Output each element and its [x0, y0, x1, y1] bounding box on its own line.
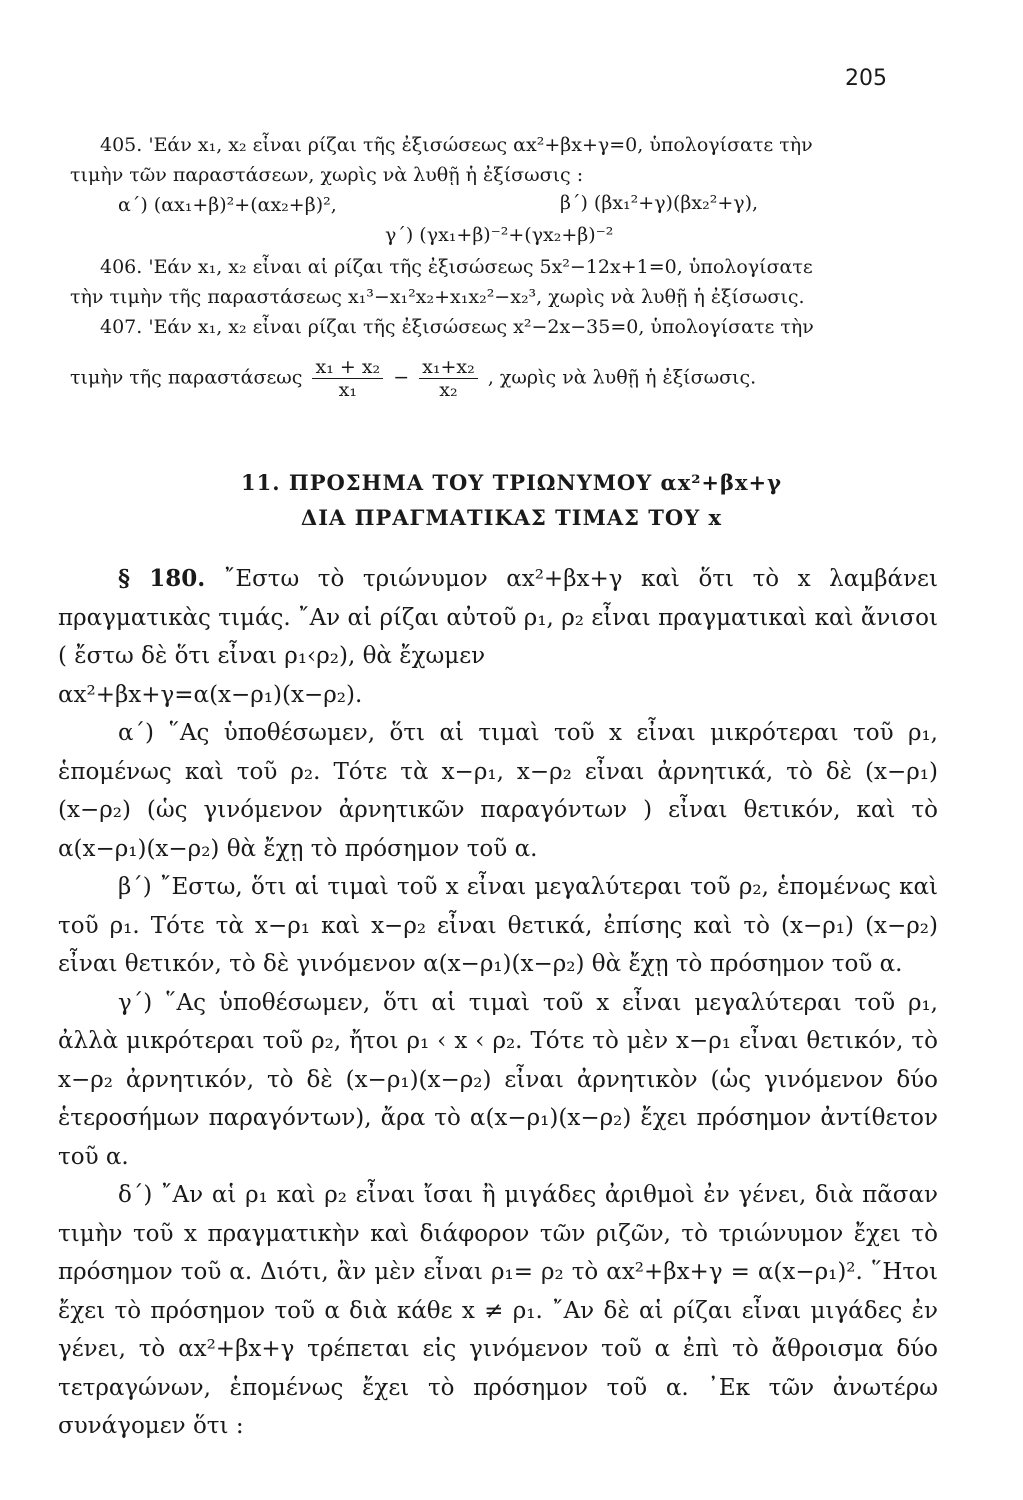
paragraph-case-a: α΄) ῞Ας ὑποθέσωμεν, ὅτι αἱ τιμαὶ τοῦ x εἶναι μικρότεραι τοῦ ρ₁, ἑπομένως καὶ τοῦ ρ₂. Τότε τὰ x−ρ₁, x−ρ₂ εἶναι ἀρνητικά, τὸ δὲ (x−ρ₁)(x−ρ₂) (ὡς γινόμενον ἀρνητικῶν παραγόντων ) εἶναι θετικόν, καὶ τὸ α(x−ρ₁)(x−ρ₂) θὰ ἔχῃ τὸ πρόσημον τοῦ α. — [58, 720, 938, 862]
exercise-405-part-b: β΄) (βx₁²+γ)(βx₂²+γ), — [560, 192, 759, 214]
exercise-405-part-c: γ΄) (γx₁+β)⁻²+(γx₂+β)⁻² — [385, 224, 614, 246]
paragraph-case-b: β΄) ῎Εστω, ὅτι αἱ τιμαὶ τοῦ x εἶναι μεγαλύτεραι τοῦ ρ₂, ἑπομένως καὶ τοῦ ρ₁. Τότε τὰ x−ρ₁ καὶ x−ρ₂ εἶναι θετικά, ἐπίσης καὶ τὸ (x−ρ₁) (x−ρ₂) εἶναι θετικόν, τὸ δὲ γινόμενον α(x−ρ₁)(x−ρ₂) θὰ ἔχῃ τὸ πρόσημον τοῦ α. — [58, 874, 938, 977]
exercise-405-line1: 405. 'Εάν x₁, x₂ εἶναι ρίζαι τῆς ἐξισώσεως αx²+βx+γ=0, ὑπολογίσατε τὴν — [100, 134, 813, 156]
fraction-2-numerator: x₁+x₂ — [419, 356, 478, 379]
exercise-407-suffix: , χωρὶς νὰ λυθῇ ἡ ἐξίσωσις. — [487, 366, 757, 389]
trinomial-formula: αx²+βx+γ=α(x−ρ₁)(x−ρ₂). — [58, 681, 363, 708]
minus-sign: − — [393, 366, 410, 389]
section-title-line1: 11. ΠΡΟΣΗΜΑ ΤΟΥ ΤΡΙΩΝΥΜΟΥ αx²+βx+γ — [241, 470, 782, 495]
section-body — [58, 560, 938, 1446]
fraction-1 — [312, 356, 383, 401]
section-number: § 180. — [118, 565, 206, 592]
paragraph-case-d: δ΄) ῎Αν αἱ ρ₁ καὶ ρ₂ εἶναι ἴσαι ἢ μιγάδες ἀριθμοὶ ἐν γένει, διὰ πᾶσαν τιμὴν τοῦ x πραγματικὴν καὶ διάφορον τῶν ριζῶν, τὸ τριώνυμον ἔχει τὸ πρόσημον τοῦ α. Διότι, ἂν μὲν εἶναι ρ₁= ρ₂ τὸ αx²+βx+γ = α(x−ρ₁)². ῞Ητοι ἔχει τὸ πρόσημον τοῦ α διὰ κάθε x ≠ ρ₁. ῎Αν δὲ αἱ ρίζαι εἶναι μιγάδες ἐν γένει, τὸ αx²+βx+γ τρέπεται εἰς γινόμενον τοῦ α ἐπὶ τὸ ἄθροισμα δύο τετραγώνων, ἑπομένως ἔχει τὸ πρόσημον τοῦ α. ᾿Εκ τῶν ἀνωτέρω συνάγομεν ὅτι : — [58, 1182, 938, 1439]
fraction-1-denominator: x₁ — [338, 379, 357, 401]
fraction-2-denominator: x₂ — [439, 379, 458, 401]
section-title-line2: ΔΙΑ ΠΡΑΓΜΑΤΙΚΑΣ ΤΙΜΑΣ ΤΟΥ x — [300, 505, 723, 530]
exercise-405-line2: τιμὴν τῶν παραστάσεων, χωρὶς νὰ λυθῇ ἡ ἐξίσωσις : — [70, 164, 584, 186]
fraction-1-numerator: x₁ + x₂ — [312, 356, 383, 379]
paragraph-intro-text: ῎Εστω τὸ τριώνυμον αx²+βx+γ καὶ ὅτι τὸ x λαμβάνει πραγματικὰς τιμάς. ῎Αν αἱ ρίζαι αὐτοῦ ρ₁, ρ₂ εἶναι πραγματικαὶ καὶ ἄνισοι ( ἔστω δὲ ὅτι εἶναι ρ₁‹ρ₂), θὰ ἔχωμεν — [58, 566, 938, 669]
exercise-407-line1: 407. 'Εάν x₁, x₂ εἶναι ρίζαι τῆς ἐξισώσεως x²−2x−35=0, ὑπολογίσατε τὴν — [100, 316, 814, 338]
exercise-407-expression — [70, 356, 930, 401]
exercise-406-line1: 406. 'Εάν x₁, x₂ εἶναι αἱ ρίζαι τῆς ἐξισώσεως 5x²−12x+1=0, ὑπολογίσατε — [100, 256, 813, 278]
paragraph-case-c: γ΄) ῞Ας ὑποθέσωμεν, ὅτι αἱ τιμαὶ τοῦ x εἶναι μεγαλύτεραι τοῦ ρ₁, ἀλλὰ μικρότεραι τοῦ ρ₂, ἤτοι ρ₁ ‹ x ‹ ρ₂. Τότε τὸ μὲν x−ρ₁ εἶναι θετικόν, τὸ x−ρ₂ ἀρνητικόν, τὸ δὲ (x−ρ₁)(x−ρ₂) εἶναι ἀρνητικὸν (ὡς γινόμενον δύο ἑτεροσήμων παραγόντων), ἄρα τὸ α(x−ρ₁)(x−ρ₂) ἔχει πρόσημον ἀντίθετον τοῦ α. — [58, 989, 938, 1170]
exercise-406-line2: τὴν τιμὴν τῆς παραστάσεως x₁³−x₁²x₂+x₁x₂²−x₂³, χωρὶς νὰ λυθῇ ἡ ἐξίσωσις. — [70, 286, 805, 308]
fraction-2 — [419, 356, 478, 401]
paragraph-intro — [58, 560, 938, 676]
exercise-407-prefix: τιμὴν τῆς παραστάσεως — [70, 366, 303, 389]
page-number: 205 — [845, 66, 887, 91]
exercise-405-part-a: α΄) (αx₁+β)²+(αx₂+β)², — [118, 194, 337, 216]
